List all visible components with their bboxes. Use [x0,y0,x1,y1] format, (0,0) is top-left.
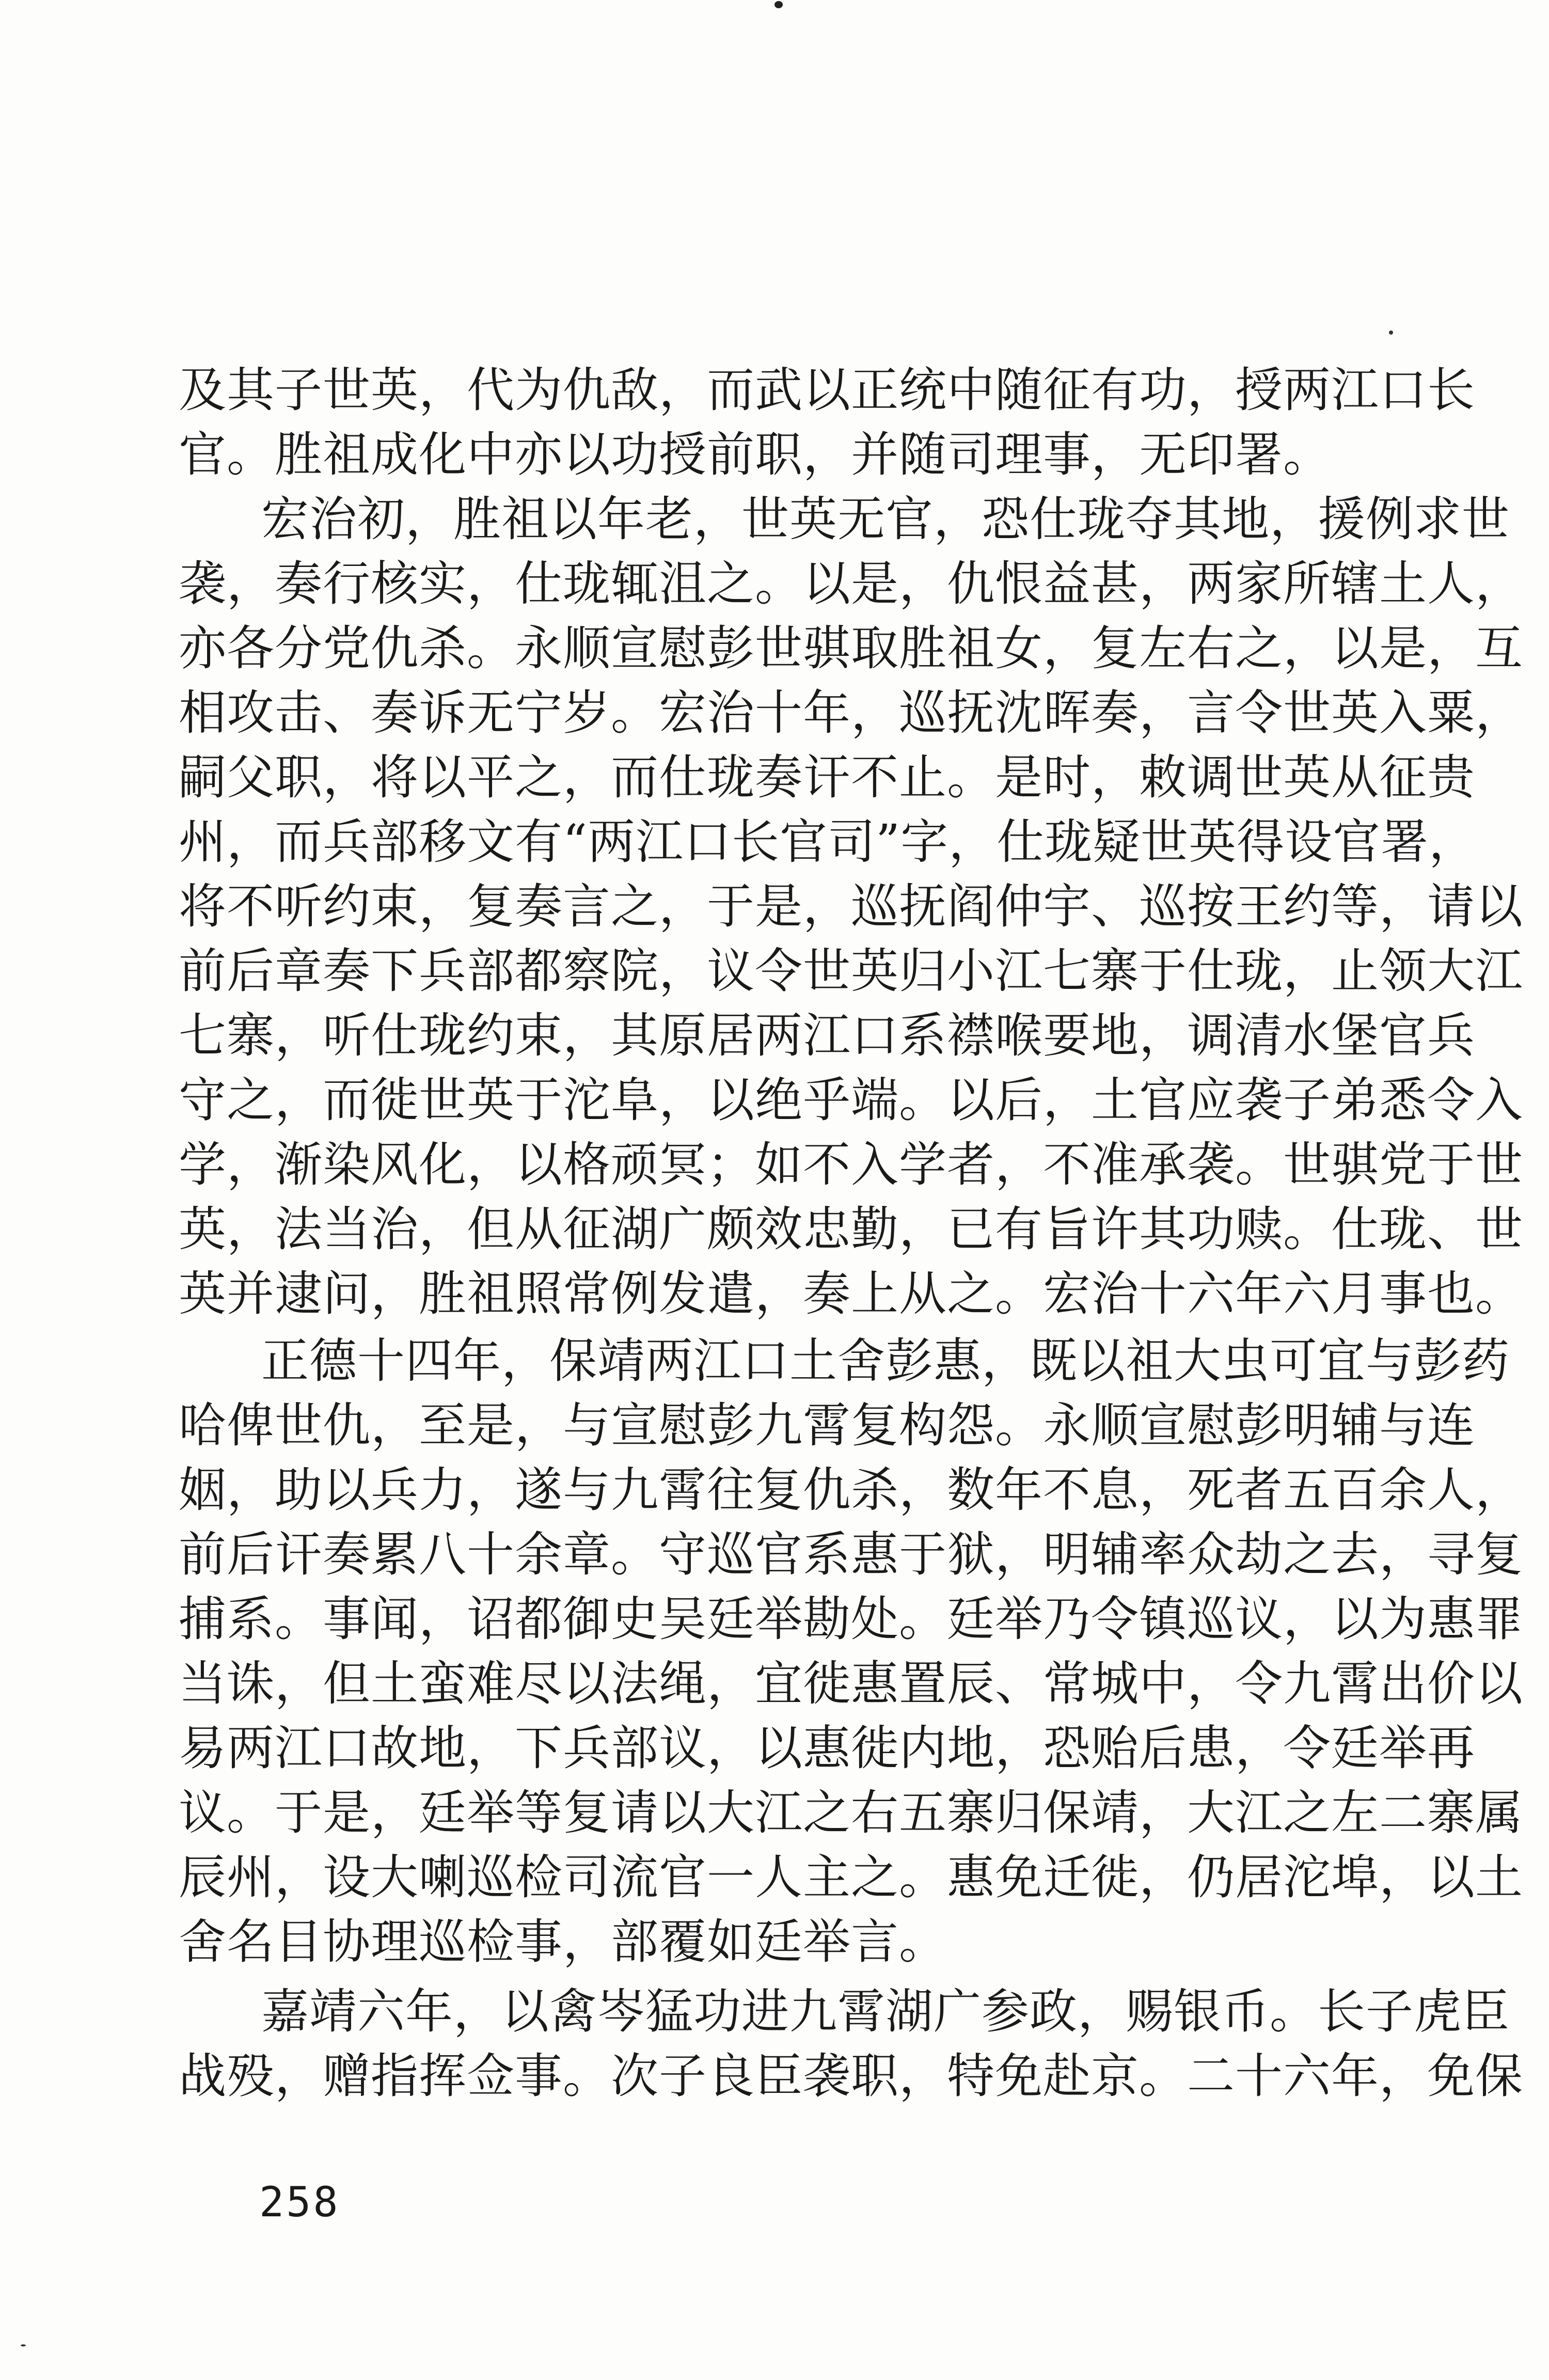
text-line-3: 宏治初，胜祖以年老，世英无官，恐仕珑夺其地，援例求世 [261,492,1510,547]
text-line-9: 将不听约束，复奏言之，于是，巡抚阎仲宇、巡按王约等，请以 [179,879,1524,934]
text-line-12: 守之，而徙世英于沱阜，以绝乎端。以后，土官应袭子弟悉令入 [179,1073,1524,1128]
text-line-21: 当诛，但土蛮难尽以法绳，宜徙惠置辰、常城中，令九霄出价以 [179,1656,1524,1711]
scan-speck [21,2344,26,2346]
text-line-4: 袭，奏行核实，仕珑辄沮之。以是，仇恨益甚，两家所辖土人， [179,556,1524,611]
text-line-6: 相攻击、奏诉无宁岁。宏治十年，巡抚沈晖奏，言令世英入粟， [179,685,1524,740]
text-line-8: 州，而兵部移文有“两江口长官司”字，仕珑疑世英得设官署， [179,814,1477,870]
text-line-2: 官。胜祖成化中亦以功授前职，并随司理事，无印署。 [179,427,1332,482]
text-line-13: 学，渐染风化，以格顽冥；如不入学者，不准承袭。世骐党于世 [179,1137,1524,1192]
text-line-17: 哈俾世仇，至是，与宣慰彭九霄复构怨。永顺宣慰彭明辅与连 [179,1398,1476,1453]
text-line-24: 辰州，设大喇巡检司流官一人主之。惠免迁徙，仍居沱埠，以土 [179,1850,1524,1905]
text-line-25: 舍名目协理巡检事，部覆如廷举言。 [179,1914,947,1969]
text-line-18: 姻，助以兵力，遂与九霄往复仇杀，数年不息，死者五百余人， [179,1462,1524,1518]
text-line-22: 易两江口故地，下兵部议，以惠徙内地，恐贻后患，令廷举再 [179,1721,1476,1776]
scan-speck [774,1,783,8]
text-line-27: 战殁，赠指挥佥事。次子良臣袭职，特免赴京。二十六年，免保 [179,2048,1524,2104]
text-line-26: 嘉靖六年，以禽岑猛功进九霄湖广参政，赐银币。长子虎臣 [261,1984,1510,2039]
text-line-1: 及其子世英，代为仇敌，而武以正统中随征有功，授两江口长 [179,362,1476,418]
page-number: 258 [259,2178,340,2226]
text-line-10: 前后章奏下兵部都察院，议令世英归小江七寨于仕珑，止领大江 [179,943,1524,999]
scan-speck [1389,330,1393,335]
text-line-16: 正德十四年，保靖两江口土舍彭惠，既以祖大虫可宜与彭药 [261,1333,1510,1389]
text-line-15: 英并逮问，胜祖照常例发遣，奏上从之。宏治十六年六月事也。 [179,1266,1524,1321]
text-line-7: 嗣父职，将以平之，而仕珑奏讦不止。是时，敕调世英从征贵 [179,750,1476,805]
text-line-14: 英，法当治，但从征湖广颇效忠勤，已有旨许其功赎。仕珑、世 [179,1202,1524,1257]
text-line-11: 七寨，听仕珑约束，其原居两江口系襟喉要地，调清水堡官兵 [179,1008,1476,1063]
text-line-5: 亦各分党仇杀。永顺宣慰彭世骐取胜祖女，复左右之，以是，互 [179,621,1524,676]
text-line-20: 捕系。事闻，诏都御史吴廷举勘处。廷举乃令镇巡议，以为惠罪 [179,1591,1524,1647]
text-line-19: 前后讦奏累八十余章。守巡官系惠于狱，明辅率众劫之去，寻复 [179,1527,1524,1582]
text-line-23: 议。于是，廷举等复请以大江之右五寨归保靖，大江之左二寨属 [179,1785,1524,1840]
